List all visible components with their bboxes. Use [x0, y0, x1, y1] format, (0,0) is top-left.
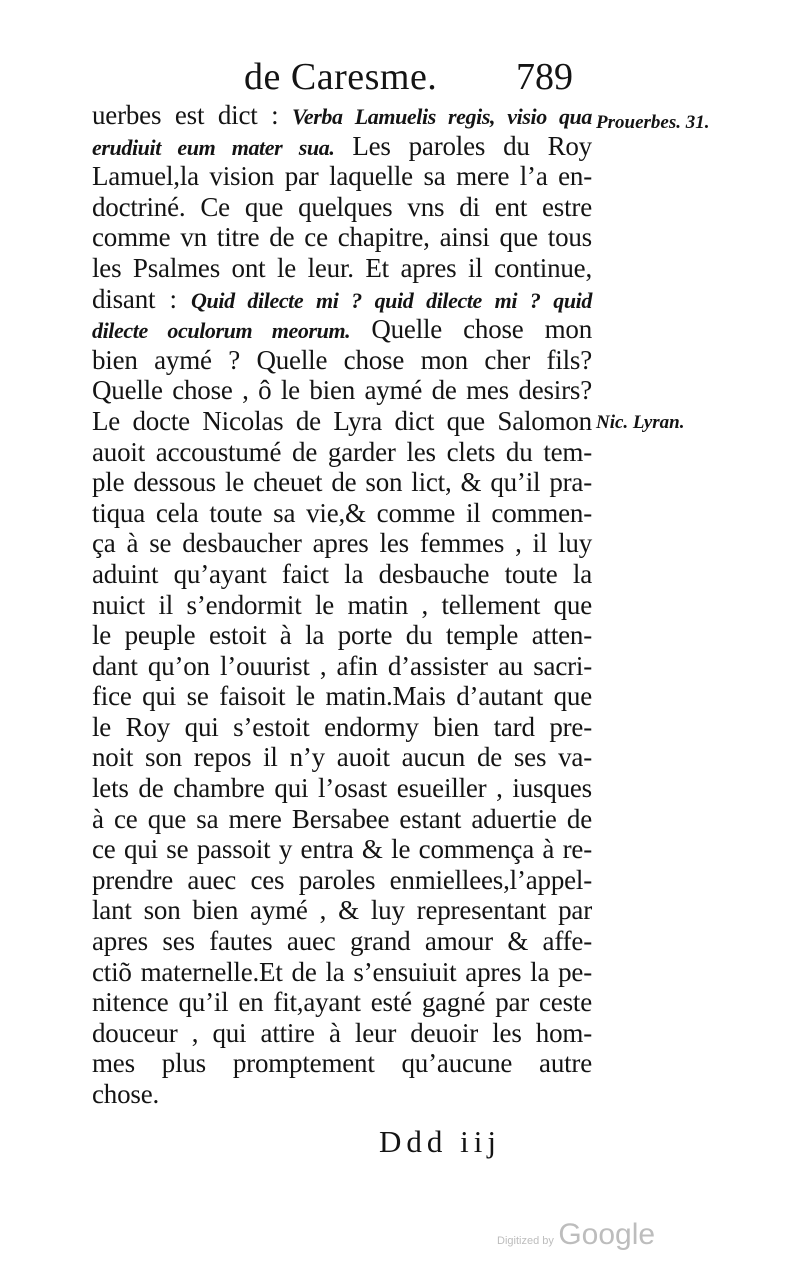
watermark-brand: Google	[558, 1218, 656, 1251]
text-segment: lets de chambre qui l’osast esueiller , iusques	[92, 773, 592, 804]
text-segment: ple dessous le cheuet de son lict, & qu’il pra-	[92, 467, 592, 498]
text-line	[92, 865, 592, 896]
margin-note-lyran: Nic. Lyran.	[596, 412, 685, 433]
text-line	[92, 100, 592, 131]
latin-quote: erudiuit eum mater sua.	[92, 134, 335, 160]
text-line	[92, 773, 592, 804]
text-line	[92, 651, 592, 682]
text-segment: apres ses fautes auec grand amour & affe-	[92, 926, 592, 957]
text-line	[92, 345, 592, 376]
text-line	[92, 284, 592, 315]
text-segment: fice qui se faisoit le matin.Mais d’autant que	[92, 681, 592, 712]
text-line	[92, 528, 592, 559]
text-segment: dant qu’on l’ouurist , afin d’assister au sacri-	[92, 650, 592, 681]
text-line	[92, 957, 592, 988]
page-header	[0, 55, 787, 105]
text-line	[92, 498, 592, 529]
text-segment: le peuple estoit à la porte du temple atten-	[92, 620, 592, 651]
text-line	[92, 895, 592, 926]
text-segment: comme vn titre de ce chapitre, ainsi que tous	[92, 222, 592, 253]
text-segment: Quelle chose , ô le bien aymé de mes desirs?	[92, 375, 592, 406]
text-line	[92, 1079, 592, 1110]
running-title: de Caresme.	[244, 56, 438, 98]
text-segment: douceur , qui attire à leur deuoir les hom-	[92, 1017, 592, 1048]
text-segment: nitence qu’il en fit,ayant esté gagné par ceste	[92, 987, 592, 1018]
text-segment: prendre auec ces paroles enmiellees,l’appel-	[92, 864, 592, 895]
latin-quote: Verba Lamuelis regis, visio qua	[292, 104, 592, 129]
text-line	[92, 467, 592, 498]
text-segment: tiqua cela toute sa vie,& comme il commen-	[92, 497, 592, 528]
text-line	[92, 742, 592, 773]
text-segment: Les paroles du Roy	[334, 130, 592, 161]
text-segment: disant :	[92, 283, 192, 314]
text-line	[92, 926, 592, 957]
text-segment: Quelle chose mon	[350, 314, 593, 345]
text-line	[92, 314, 592, 345]
latin-quote: dilecte oculorum meorum.	[92, 318, 351, 344]
text-segment: nuict il s’endormit le matin , tellement que	[92, 589, 592, 620]
text-segment: Lamuel,la vision par laquelle sa mere l’a en-	[92, 161, 592, 192]
text-line	[92, 192, 592, 223]
text-line	[92, 620, 592, 651]
text-segment: mes plus promptement qu’aucune autre	[92, 1048, 592, 1079]
margin-note-proverbs: Prouerbes. 31.	[596, 112, 710, 133]
google-watermark	[497, 1218, 655, 1252]
text-segment: les Psalmes ont le leur. Et apres il continue,	[92, 252, 592, 283]
body-text	[92, 100, 592, 1110]
text-segment: à ce que sa mere Bersabee estant aduertie de	[92, 803, 592, 834]
text-segment: auoit accoustumé de garder les clets du tem-	[92, 436, 592, 467]
text-line	[92, 1048, 592, 1079]
text-line	[92, 222, 592, 253]
text-line	[92, 375, 592, 406]
text-line	[92, 834, 592, 865]
text-line	[92, 253, 592, 284]
text-line	[92, 1018, 592, 1049]
latin-quote: Quid dilecte mi ? quid dilecte mi ? quid	[191, 287, 592, 313]
text-line	[92, 437, 592, 468]
text-segment: Le docte Nicolas de Lyra dict que Salomon	[92, 405, 592, 436]
text-segment: uerbes est dict :	[92, 100, 293, 130]
text-segment: lant son bien aymé , & luy representant par	[92, 895, 592, 926]
text-line	[92, 590, 592, 621]
text-segment: bien aymé ? Quelle chose mon cher fils?	[92, 344, 592, 375]
text-segment: ce qui se passoit y entra & le commença à re-	[92, 834, 592, 865]
watermark-prefix: Digitized by	[497, 1235, 554, 1247]
text-segment: aduint qu’ayant faict la desbauche toute la	[92, 558, 592, 589]
text-segment: ça à se desbaucher apres les femmes , il luy	[92, 528, 592, 559]
text-line	[92, 804, 592, 835]
text-line	[92, 161, 592, 192]
text-segment: ctiõ maternelle.Et de la s’ensuiuit apres la pe-	[92, 956, 592, 987]
text-line	[92, 559, 592, 590]
text-segment: le Roy qui s’estoit endormy bien tard pre-	[92, 711, 592, 742]
text-line	[92, 131, 592, 162]
text-line	[92, 681, 592, 712]
text-line	[92, 712, 592, 743]
text-line	[92, 406, 592, 437]
page-number: 789	[516, 56, 573, 98]
text-segment: doctriné. Ce que quelques vns di ent estre	[92, 191, 592, 222]
text-segment: noit son repos il n’y auoit aucun de ses va-	[92, 742, 592, 773]
text-segment: chose.	[92, 1079, 160, 1109]
signature-mark: Ddd iij	[379, 1124, 501, 1159]
text-line	[92, 987, 592, 1018]
